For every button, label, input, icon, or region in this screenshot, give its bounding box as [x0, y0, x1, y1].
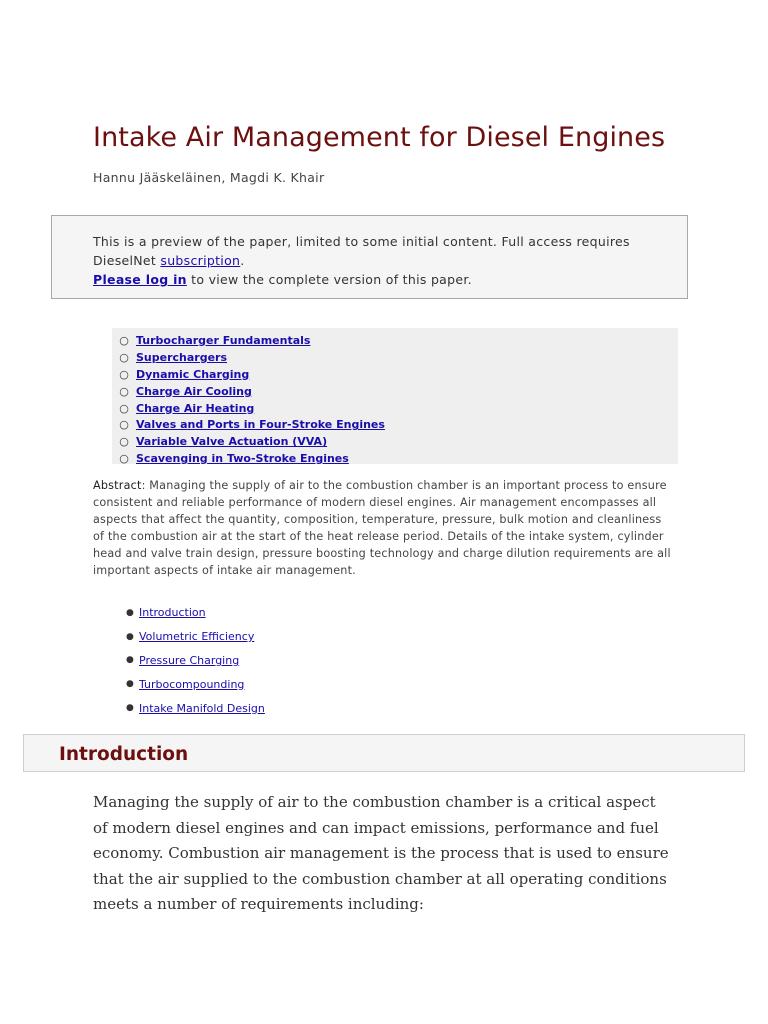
section-link-introduction[interactable]: Introduction: [139, 606, 206, 620]
authors: Hannu Jääskeläinen, Magdi K. Khair: [93, 170, 325, 185]
abstract-text: : Managing the supply of air to the combustion chamber is an important process to ensure consistent and reliable performance of modern diesel engines. Air management encompasses all aspects that affect the quantity, composition, temperature, pressure, bulk motion and cleanliness of the combustion air at the start of the heat release period. Details of the intake system, cylinder head and valve train design, pressure boosting technology and charge dilution requirements are all important aspects of intake air management.: [93, 479, 671, 577]
circle-bullet-icon: ○: [119, 452, 129, 466]
circle-bullet-icon: ○: [119, 401, 129, 415]
bullet-icon: ●: [126, 607, 134, 618]
toc-link-superchargers[interactable]: Superchargers: [136, 350, 228, 364]
list-item: [126, 649, 265, 673]
introduction-heading: Introduction: [23, 734, 745, 772]
circle-bullet-icon: ○: [119, 384, 129, 398]
toc-link-valves-and-ports[interactable]: Valves and Ports in Four-Stroke Engines: [136, 418, 385, 432]
login-suffix-text: to view the complete version of this paper.: [186, 272, 472, 287]
list-item: [126, 672, 265, 696]
introduction-paragraph: Managing the supply of air to the combustion chamber is a critical aspect of modern diesel engines and can impact emissions, performance and fuel economy. Combustion air management is the process that is used to ensure that the air supplied to the combustion chamber at all operating conditions meets a number of requirements including:: [93, 793, 669, 913]
toc-link-charge-air-heating[interactable]: Charge Air Heating: [136, 401, 255, 415]
login-link[interactable]: Please log in: [93, 272, 187, 287]
toc-link-variable-valve-actuation[interactable]: Variable Valve Actuation (VVA): [136, 435, 328, 449]
bullet-icon: ●: [126, 703, 134, 714]
circle-bullet-icon: ○: [119, 350, 129, 364]
page-title: Intake Air Management for Diesel Engines: [93, 122, 666, 153]
abstract-label: Abstract: [93, 479, 142, 492]
toc-item: [112, 366, 678, 383]
toc-link-turbocharger-fundamentals[interactable]: Turbocharger Fundamentals: [136, 333, 311, 347]
toc-item: [112, 400, 678, 417]
toc-item: [112, 416, 678, 433]
toc-link-dynamic-charging[interactable]: Dynamic Charging: [136, 367, 250, 381]
preview-period: .: [240, 253, 245, 268]
bullet-icon: ●: [126, 631, 134, 642]
section-link-pressure-charging[interactable]: Pressure Charging: [139, 653, 240, 667]
circle-bullet-icon: ○: [119, 418, 129, 432]
circle-bullet-icon: ○: [119, 367, 129, 381]
list-item: [126, 601, 265, 625]
section-link-volumetric-efficiency[interactable]: Volumetric Efficiency: [139, 630, 255, 644]
toc-item: [112, 383, 678, 400]
list-item: [126, 625, 265, 649]
toc-item: [112, 450, 678, 467]
circle-bullet-icon: ○: [119, 333, 129, 347]
bullet-icon: ●: [126, 655, 134, 666]
table-of-contents: [112, 328, 678, 464]
toc-item: [112, 433, 678, 450]
abstract: [93, 478, 673, 579]
list-item: [126, 696, 265, 720]
bullet-icon: ●: [126, 679, 134, 690]
subscription-link[interactable]: subscription: [160, 253, 241, 268]
section-list: [126, 601, 265, 720]
toc-item: [112, 349, 678, 366]
section-link-turbocompounding[interactable]: Turbocompounding: [139, 677, 245, 691]
preview-text: This is a preview of the paper, limited to some initial content. Full access requires DieselNet: [93, 234, 630, 268]
circle-bullet-icon: ○: [119, 435, 129, 449]
section-link-intake-manifold-design[interactable]: Intake Manifold Design: [139, 701, 265, 715]
toc-link-charge-air-cooling[interactable]: Charge Air Cooling: [136, 384, 252, 398]
preview-notice: [51, 215, 688, 299]
toc-item: [112, 332, 678, 349]
toc-link-scavenging[interactable]: Scavenging in Two-Stroke Engines: [136, 452, 349, 466]
